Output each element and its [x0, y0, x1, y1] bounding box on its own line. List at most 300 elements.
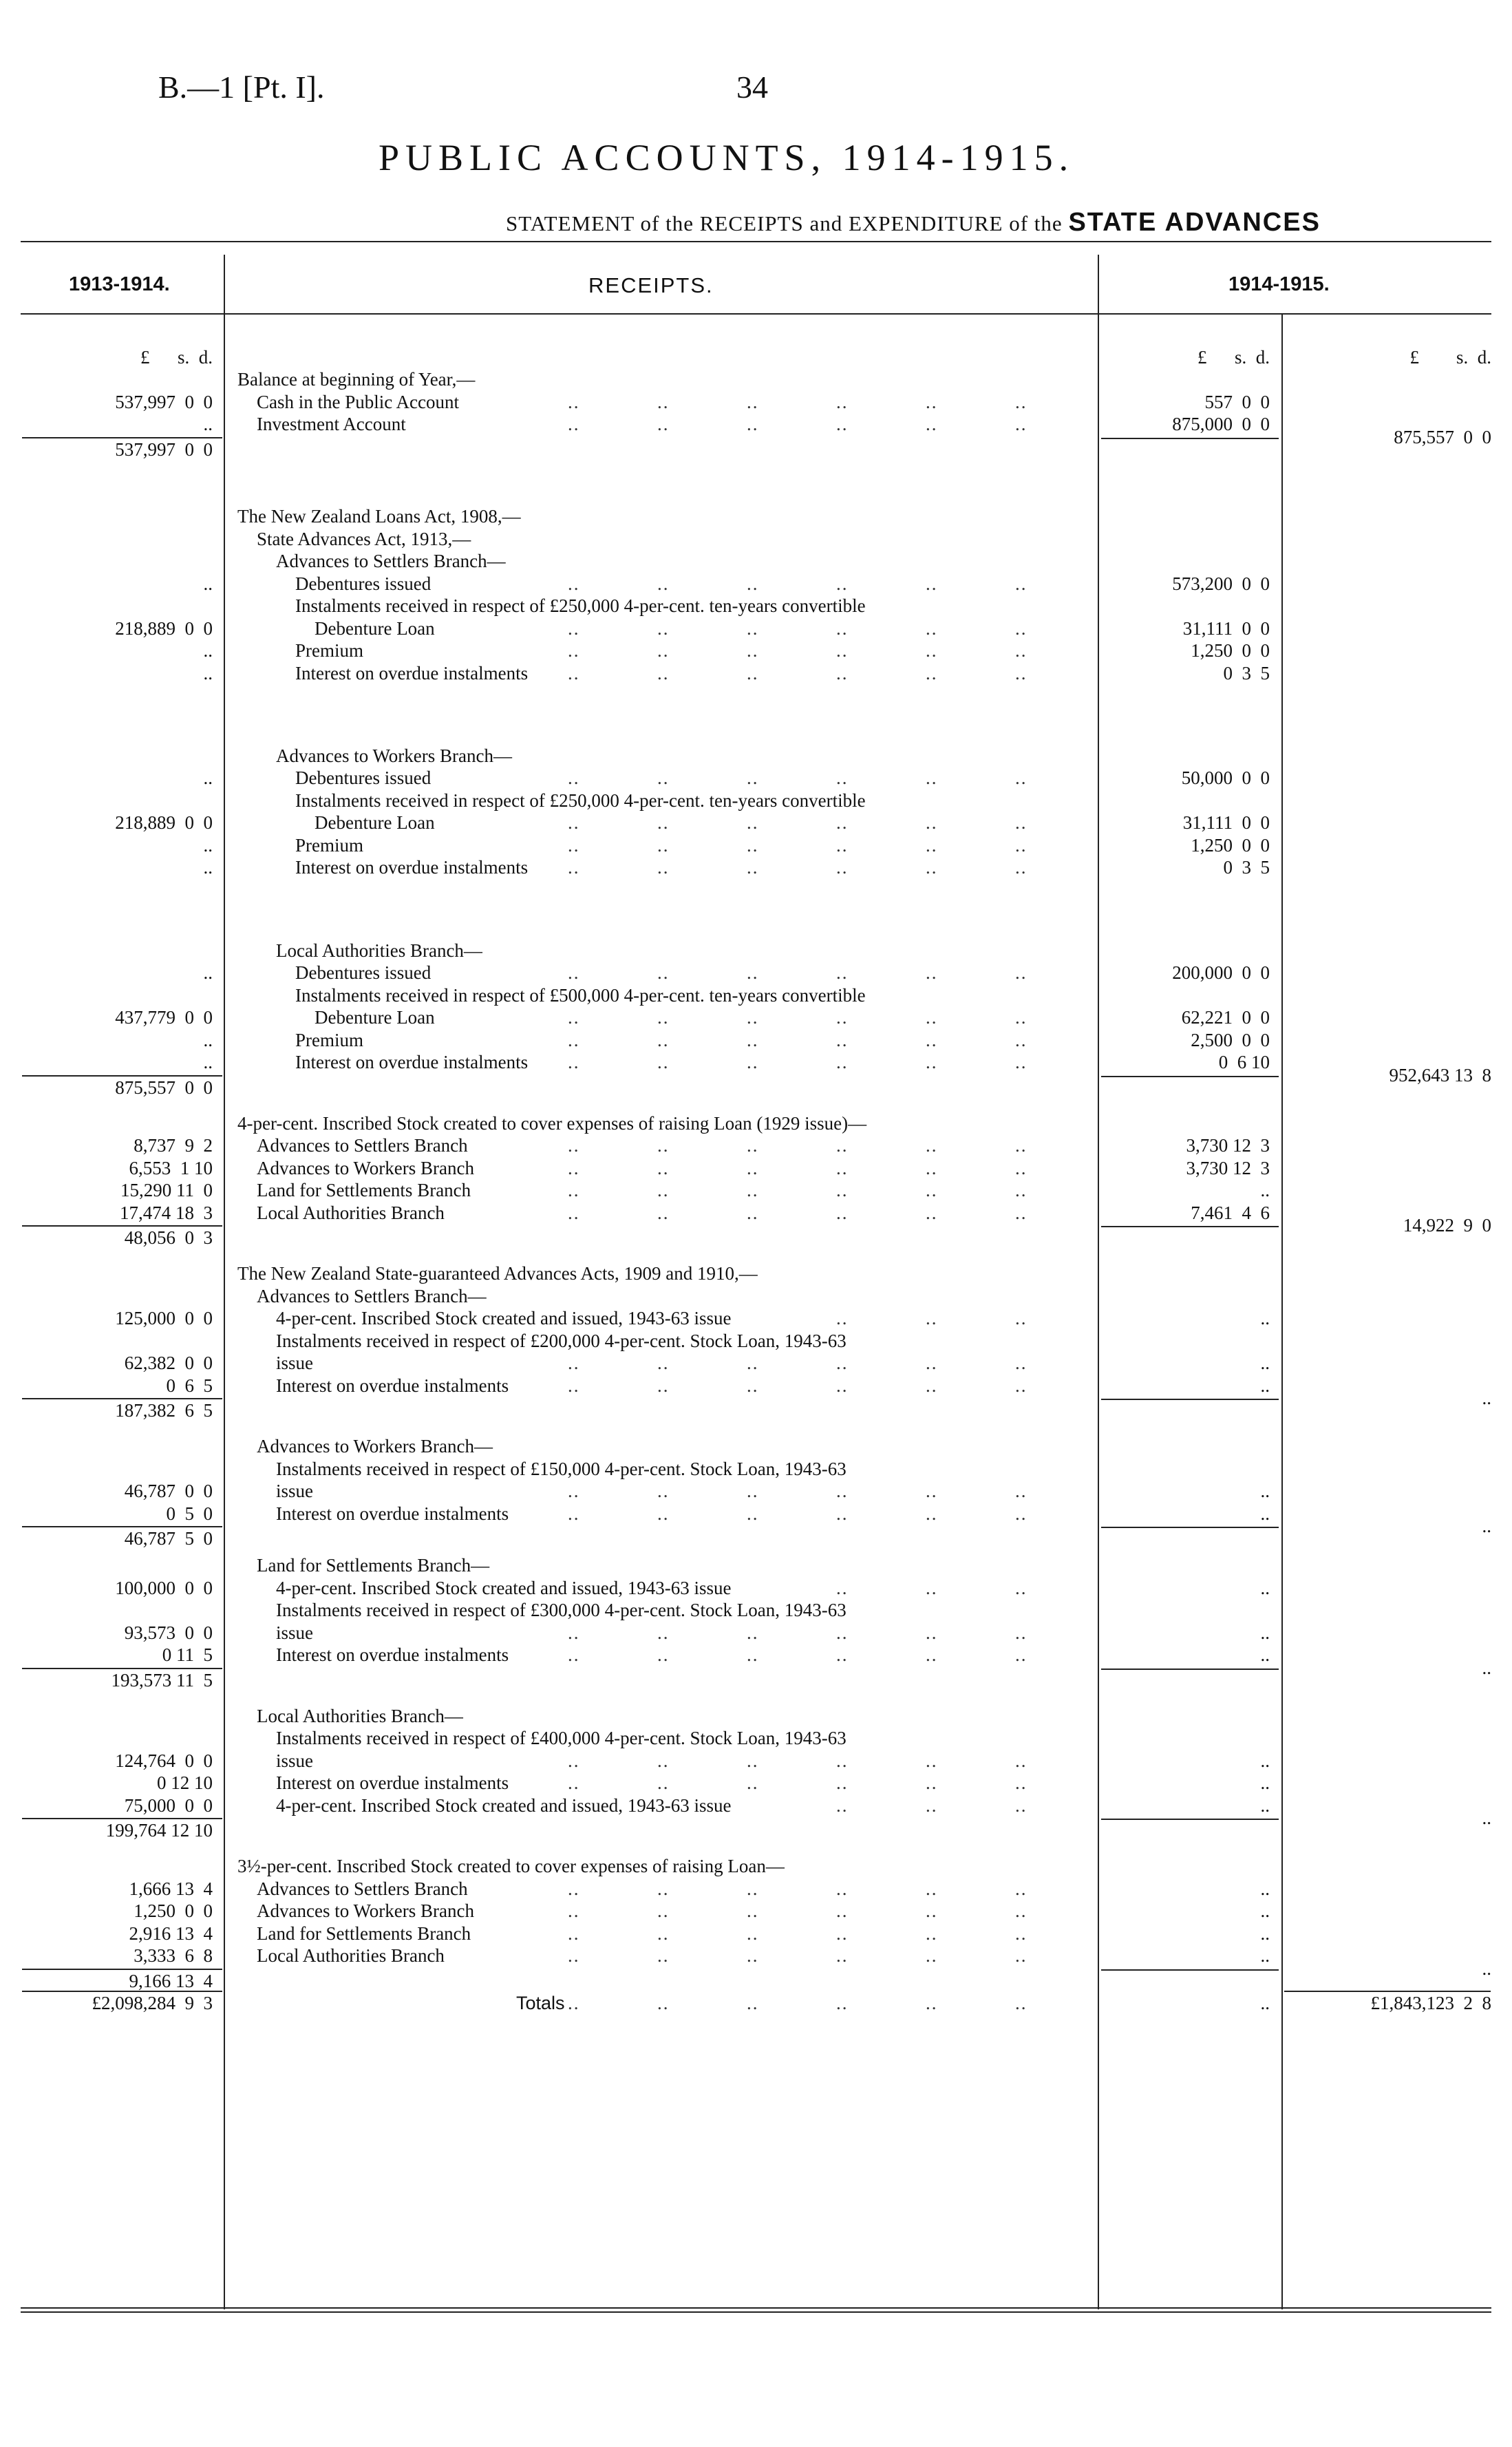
prev-year-amount: 0 6 5 — [166, 1375, 213, 1396]
dot-leader: .. — [926, 767, 938, 789]
receipt-description: 3½-per-cent. Inscribed Stock created to cover expenses of raising Loan— — [237, 1856, 785, 1876]
dot-leader: .. — [568, 1135, 580, 1156]
dot-leader: .. — [1015, 1481, 1027, 1501]
dot-leader: .. — [747, 617, 759, 639]
current-year-detail-amount: 31,111 0 0 — [1182, 617, 1270, 639]
dot-leader: .. — [926, 1029, 938, 1050]
dot-leader: .. — [747, 573, 759, 594]
receipt-description: Advances to Settlers Branch — [257, 1135, 468, 1156]
dot-leader: .. — [836, 834, 849, 856]
receipt-description: The New Zealand State-guaranteed Advances Acts, 1909 and 1910,— — [237, 1263, 758, 1284]
dot-leader: .. — [836, 1308, 849, 1328]
current-year-detail-amount: 0 3 5 — [1223, 857, 1270, 878]
prev-subtotal-rule — [22, 1225, 222, 1227]
receipt-description: Investment Account — [257, 414, 406, 434]
prev-year-amount: 199,764 12 10 — [105, 1820, 213, 1841]
dot-leader: .. — [836, 1029, 849, 1050]
current-year-detail-amount: .. — [1260, 1900, 1270, 1921]
receipt-description: Instalments received in respect of £200,000 4-per-cent. Stock Loan, 1943-63 — [276, 1330, 846, 1351]
dot-leader: .. — [1015, 1794, 1027, 1816]
dot-leader: .. — [568, 1750, 580, 1771]
receipt-description: Instalments received in respect of £300,000 4-per-cent. Stock Loan, 1943-63 — [276, 1600, 846, 1620]
table-row — [0, 1578, 1512, 1600]
current-year-detail-amount: 1,250 0 0 — [1191, 834, 1270, 856]
current-year-detail-amount: .. — [1260, 1503, 1270, 1524]
dot-leader: .. — [747, 1375, 759, 1396]
dot-leader: .. — [657, 1900, 670, 1921]
dot-leader: .. — [747, 1135, 759, 1156]
table-row — [0, 1436, 1512, 1459]
dot-leader: .. — [568, 1993, 580, 2013]
document-reference: B.—1 [Pt. I]. — [158, 70, 325, 105]
dot-leader: .. — [1015, 1375, 1027, 1396]
dot-leader: .. — [926, 1007, 938, 1028]
table-row — [0, 1388, 1512, 1423]
receipt-description: Local Authorities Branch — [257, 1202, 445, 1223]
current-year-detail-amount: .. — [1260, 1481, 1270, 1501]
dot-leader: .. — [1015, 1772, 1027, 1793]
table-bottom-rule-2 — [21, 2311, 1491, 2313]
dot-leader: .. — [657, 1135, 670, 1156]
receipt-description: issue — [276, 1622, 313, 1643]
receipt-description: Instalments received in respect of £400,000 4-per-cent. Stock Loan, 1943-63 — [276, 1728, 846, 1748]
prev-year-amount: 218,889 0 0 — [115, 812, 213, 834]
current-year-detail-amount: .. — [1260, 1945, 1270, 1966]
dot-leader: .. — [657, 1157, 670, 1178]
receipt-description: 4-per-cent. Inscribed Stock created and issued, 1943-63 issue — [276, 1308, 732, 1328]
current-year-total-amount: 14,922 9 0 — [1403, 1215, 1491, 1236]
receipt-description: Local Authorities Branch— — [257, 1705, 463, 1726]
dot-leader: .. — [926, 1353, 938, 1373]
table-row — [0, 573, 1512, 596]
dot-leader: .. — [926, 1481, 938, 1501]
prev-year-amount: 93,573 0 0 — [124, 1622, 213, 1643]
table-row — [0, 1052, 1512, 1074]
dot-leader: .. — [926, 834, 938, 856]
receipt-description: Instalments received in respect of £250,000 4-per-cent. ten-years convertible — [295, 595, 866, 616]
receipt-description: Instalments received in respect of £250,000 4-per-cent. ten-years convertible — [295, 790, 866, 811]
receipt-description: Interest on overdue instalments — [295, 1052, 529, 1072]
current-year-total-amount: .. — [1482, 1808, 1491, 1828]
current-year-total-amount: .. — [1482, 1657, 1491, 1678]
dot-leader: .. — [747, 1052, 759, 1072]
table-row — [0, 1030, 1512, 1052]
current-year-total-amount: 952,643 13 8 — [1389, 1064, 1491, 1085]
dot-leader: .. — [926, 1945, 938, 1966]
current-year-detail-amount: 1,250 0 0 — [1191, 640, 1270, 661]
dot-leader: .. — [747, 1644, 759, 1665]
dot-leader: .. — [747, 1353, 759, 1373]
dot-leader: .. — [568, 573, 580, 594]
dot-leader: .. — [568, 1353, 580, 1373]
table-row — [0, 1795, 1512, 1818]
dot-leader: .. — [657, 617, 670, 639]
receipt-description: Local Authorities Branch— — [276, 940, 482, 961]
dot-leader: .. — [568, 662, 580, 684]
table-top-rule — [21, 241, 1491, 242]
table-row — [0, 1750, 1512, 1773]
dot-leader: .. — [1015, 1922, 1027, 1944]
table-row — [0, 1706, 1512, 1728]
prev-subtotal-rule — [22, 1526, 222, 1527]
table-row — [0, 1772, 1512, 1795]
table-row — [0, 1728, 1512, 1750]
dot-leader: .. — [657, 1481, 670, 1501]
current-year-total-amount: .. — [1482, 1516, 1491, 1536]
current-year-detail-amount: 875,000 0 0 — [1172, 414, 1270, 434]
receipt-description: 4-per-cent. Inscribed Stock created and issued, 1943-63 issue — [276, 1577, 732, 1598]
dot-leader: .. — [657, 573, 670, 594]
dot-leader: .. — [657, 662, 670, 684]
dot-leader: .. — [926, 812, 938, 834]
prev-year-amount: 6,553 1 10 — [129, 1157, 213, 1178]
table-row — [0, 1481, 1512, 1503]
prev-year-amount: 62,382 0 0 — [124, 1353, 213, 1373]
receipt-description: Premium — [295, 640, 363, 661]
receipt-description: Advances to Workers Branch — [257, 1900, 474, 1921]
unit-header-detail: £ s. d. — [1197, 347, 1270, 368]
table-row — [0, 392, 1512, 414]
dot-leader: .. — [1015, 1202, 1027, 1223]
dot-leader: .. — [568, 1202, 580, 1223]
table-row — [0, 426, 1512, 462]
receipt-description: Advances to Settlers Branch— — [257, 1285, 487, 1306]
prev-year-amount: 537,997 0 0 — [115, 391, 213, 412]
dot-leader: .. — [657, 414, 670, 434]
dot-leader: .. — [747, 1007, 759, 1028]
prev-subtotal-rule — [22, 1398, 222, 1399]
prev-year-amount: 193,573 11 5 — [111, 1669, 213, 1691]
dot-leader: .. — [836, 767, 849, 789]
dot-leader: .. — [568, 391, 580, 412]
table-row — [0, 1622, 1512, 1645]
dot-leader: .. — [1015, 1503, 1027, 1524]
table-row — [0, 1064, 1512, 1100]
prev-year-amount: .. — [203, 573, 213, 594]
prev-year-amount: .. — [203, 834, 213, 856]
prev-year-amount: .. — [203, 414, 213, 434]
dot-leader: .. — [657, 1644, 670, 1665]
table-row — [0, 1007, 1512, 1030]
prev-year-amount: 187,382 6 5 — [115, 1400, 213, 1421]
grand-total-rule — [1284, 1991, 1491, 1992]
prev-subtotal-rule — [22, 1818, 222, 1819]
dot-leader: .. — [926, 1900, 938, 1921]
table-row — [0, 1375, 1512, 1398]
table-row — [0, 1331, 1512, 1353]
dot-leader: .. — [836, 391, 849, 412]
dot-leader: .. — [836, 1750, 849, 1771]
dot-leader: .. — [1015, 640, 1027, 661]
prev-year-amount: 0 12 10 — [157, 1772, 213, 1793]
dot-leader: .. — [568, 857, 580, 878]
dot-leader: .. — [836, 1135, 849, 1156]
receipt-description: Land for Settlements Branch — [257, 1922, 471, 1944]
dot-leader: .. — [747, 1993, 759, 2013]
dot-leader: .. — [747, 640, 759, 661]
receipt-description: Debenture Loan — [315, 617, 435, 639]
dot-leader: .. — [747, 662, 759, 684]
prev-year-amount: 2,916 13 4 — [129, 1922, 213, 1944]
dot-leader: .. — [657, 1922, 670, 1944]
dot-leader: .. — [926, 1308, 938, 1328]
dot-leader: .. — [926, 662, 938, 684]
prev-year-amount: 46,787 5 0 — [124, 1528, 213, 1549]
receipt-description: Debenture Loan — [315, 812, 435, 834]
table-row — [0, 1135, 1512, 1158]
dot-leader: .. — [836, 857, 849, 878]
dot-leader: .. — [657, 1180, 670, 1200]
prev-year-amount: 1,666 13 4 — [129, 1878, 213, 1899]
receipt-description: Premium — [295, 1029, 363, 1050]
dot-leader: .. — [836, 1353, 849, 1373]
dot-leader: .. — [747, 767, 759, 789]
dot-leader: .. — [1015, 1577, 1027, 1598]
dot-leader: .. — [836, 1922, 849, 1944]
dot-leader: .. — [926, 1135, 938, 1156]
dot-leader: .. — [568, 1007, 580, 1028]
prev-year-amount: .. — [203, 962, 213, 983]
receipt-description: Debenture Loan — [315, 1007, 435, 1028]
dot-leader: .. — [836, 962, 849, 983]
dot-leader: .. — [836, 1007, 849, 1028]
dot-leader: .. — [836, 1945, 849, 1966]
table-row — [0, 962, 1512, 985]
receipt-description: issue — [276, 1353, 313, 1373]
table-row — [0, 745, 1512, 768]
prev-year-amount: 0 5 0 — [166, 1503, 213, 1524]
table-row — [0, 1158, 1512, 1180]
dot-leader: .. — [926, 640, 938, 661]
dot-leader: .. — [926, 1772, 938, 1793]
receipt-description: Premium — [295, 834, 363, 856]
dot-leader: .. — [1015, 834, 1027, 856]
dot-leader: .. — [926, 1503, 938, 1524]
dot-leader: .. — [926, 1202, 938, 1223]
prev-year-amount: .. — [203, 662, 213, 684]
subtitle-prefix: STATEMENT of the RECEIPTS and EXPENDITURE of the — [506, 211, 1063, 235]
table-row — [0, 1113, 1512, 1136]
dot-leader: .. — [747, 1750, 759, 1771]
dot-leader: .. — [836, 1375, 849, 1396]
dot-leader: .. — [1015, 1750, 1027, 1771]
table-row — [0, 1644, 1512, 1667]
prev-year-amount: 0 11 5 — [162, 1644, 213, 1665]
dot-leader: .. — [747, 1029, 759, 1050]
receipt-description: Land for Settlements Branch — [257, 1180, 471, 1200]
dot-leader: .. — [747, 1878, 759, 1899]
current-year-total-amount: 875,557 0 0 — [1394, 426, 1491, 447]
table-row — [0, 663, 1512, 686]
dot-leader: .. — [657, 767, 670, 789]
dot-leader: .. — [1015, 1945, 1027, 1966]
dot-leader: .. — [1015, 1135, 1027, 1156]
table-row — [0, 1503, 1512, 1526]
dot-leader: .. — [836, 1481, 849, 1501]
prev-subtotal-rule — [22, 437, 222, 438]
dot-leader: .. — [1015, 1622, 1027, 1643]
dot-leader: .. — [568, 1157, 580, 1178]
dot-leader: .. — [747, 414, 759, 434]
dot-leader: .. — [568, 1029, 580, 1050]
prev-year-amount: 124,764 0 0 — [115, 1750, 213, 1771]
dot-leader: .. — [1015, 1308, 1027, 1328]
table-row — [0, 1900, 1512, 1923]
receipt-description: Debentures issued — [295, 767, 432, 789]
dot-leader: .. — [1015, 1180, 1027, 1200]
prev-year-amount: 537,997 0 0 — [115, 438, 213, 460]
receipt-description: issue — [276, 1750, 313, 1771]
dot-leader: .. — [926, 617, 938, 639]
dot-leader: .. — [836, 1878, 849, 1899]
dot-leader: .. — [926, 1157, 938, 1178]
receipt-description: 4-per-cent. Inscribed Stock created to cover expenses of raising Loan (1929 issue)— — [237, 1112, 867, 1134]
dot-leader: .. — [568, 962, 580, 983]
current-year-detail-amount: 200,000 0 0 — [1172, 962, 1270, 983]
dot-leader: .. — [926, 1052, 938, 1072]
dot-leader: .. — [747, 857, 759, 878]
dot-leader: .. — [657, 812, 670, 834]
table-row — [0, 857, 1512, 880]
table-row — [0, 506, 1512, 529]
prev-year-amount: 875,557 0 0 — [115, 1077, 213, 1098]
dot-leader: .. — [1015, 1029, 1027, 1050]
dot-leader: .. — [1015, 414, 1027, 434]
unit-header-prev: £ s. d. — [140, 347, 213, 368]
table-row — [0, 1308, 1512, 1331]
dot-leader: .. — [836, 1772, 849, 1793]
dot-leader: .. — [568, 1900, 580, 1921]
dot-leader: .. — [836, 1993, 849, 2013]
current-year-detail-amount: 50,000 0 0 — [1181, 767, 1270, 789]
dot-leader: .. — [1015, 962, 1027, 983]
receipt-description: Local Authorities Branch — [257, 1945, 445, 1966]
dot-leader: .. — [747, 1945, 759, 1966]
dot-leader: .. — [926, 1375, 938, 1396]
dot-leader: .. — [747, 834, 759, 856]
table-row — [0, 790, 1512, 813]
dot-leader: .. — [747, 1622, 759, 1643]
dot-leader: .. — [926, 1878, 938, 1899]
dot-leader: .. — [926, 1622, 938, 1643]
prev-year-amount: .. — [203, 640, 213, 661]
table-row — [0, 835, 1512, 858]
receipt-description: Debentures issued — [295, 573, 432, 594]
dot-leader: .. — [657, 1622, 670, 1643]
unit-header-total: £ s. d. — [1409, 347, 1491, 368]
page-title: PUBLIC ACCOUNTS, 1914-1915. — [379, 137, 1075, 178]
prev-year-amount: 8,737 9 2 — [134, 1135, 213, 1156]
dot-leader: .. — [657, 834, 670, 856]
prev-year-amount: 46,787 0 0 — [124, 1481, 213, 1501]
prev-year-amount: 1,250 0 0 — [134, 1900, 213, 1921]
table-row — [0, 812, 1512, 835]
table-row — [0, 1516, 1512, 1551]
prev-year-amount: .. — [203, 1029, 213, 1050]
dot-leader: .. — [1015, 1993, 1027, 2013]
dot-leader: .. — [657, 640, 670, 661]
current-year-detail-amount: .. — [1260, 1577, 1270, 1598]
prev-year-amount: .. — [203, 767, 213, 789]
table-row — [0, 1459, 1512, 1481]
dot-leader: .. — [747, 962, 759, 983]
table-row — [0, 369, 1512, 392]
dot-leader: .. — [926, 414, 938, 434]
dot-leader: .. — [836, 1503, 849, 1524]
prev-year-amount: 17,474 18 3 — [120, 1202, 213, 1223]
receipt-description: Instalments received in respect of £150,000 4-per-cent. Stock Loan, 1943-63 — [276, 1458, 846, 1479]
current-year-detail-amount: 573,200 0 0 — [1172, 573, 1270, 594]
current-year-detail-amount: .. — [1260, 1922, 1270, 1944]
table-row — [0, 595, 1512, 618]
dot-leader: .. — [747, 1900, 759, 1921]
dot-leader: .. — [568, 1878, 580, 1899]
current-year-detail-amount: 2,500 0 0 — [1191, 1029, 1270, 1050]
dot-leader: .. — [657, 1993, 670, 2013]
dot-leader: .. — [568, 1945, 580, 1966]
dot-leader: .. — [926, 1750, 938, 1771]
prev-year-amount: 15,290 11 0 — [120, 1180, 213, 1200]
dot-leader: .. — [657, 1375, 670, 1396]
table-row — [0, 1215, 1512, 1250]
current-year-detail-amount: .. — [1260, 1308, 1270, 1328]
dot-leader: .. — [836, 1644, 849, 1665]
current-year-detail-amount: .. — [1260, 1180, 1270, 1200]
dot-leader: .. — [747, 1772, 759, 1793]
dot-leader: .. — [1015, 857, 1027, 878]
dot-leader: .. — [657, 1052, 670, 1072]
prev-year-amount: 218,889 0 0 — [115, 617, 213, 639]
dot-leader: .. — [568, 812, 580, 834]
prev-year-amount: 3,333 6 8 — [134, 1945, 213, 1966]
dot-leader: .. — [926, 391, 938, 412]
receipt-description: Balance at beginning of Year,— — [237, 369, 476, 390]
dot-leader: .. — [836, 573, 849, 594]
dot-leader: .. — [1015, 767, 1027, 789]
totals-row — [0, 1993, 1512, 2015]
table-row — [0, 767, 1512, 790]
dot-leader: .. — [836, 617, 849, 639]
dot-leader: .. — [657, 1772, 670, 1793]
prev-year-amount: £2,098,284 9 3 — [92, 1993, 213, 2013]
table-row — [0, 1856, 1512, 1878]
dot-leader: .. — [1015, 1900, 1027, 1921]
dot-leader: .. — [926, 1577, 938, 1598]
prev-year-amount: 100,000 0 0 — [115, 1577, 213, 1598]
dot-leader: .. — [747, 1481, 759, 1501]
dot-leader: .. — [747, 1157, 759, 1178]
page-number: 34 — [736, 70, 768, 105]
dot-leader: .. — [1015, 1644, 1027, 1665]
table-row — [0, 1808, 1512, 1843]
receipt-description: Instalments received in respect of £500,000 4-per-cent. ten-years convertible — [295, 984, 866, 1006]
dot-leader: .. — [1015, 1052, 1027, 1072]
dot-leader: .. — [568, 1922, 580, 1944]
current-year-detail-amount: 62,221 0 0 — [1181, 1007, 1270, 1028]
dot-leader: .. — [836, 1577, 849, 1598]
table-row — [0, 1657, 1512, 1693]
dot-leader: .. — [657, 1750, 670, 1771]
prev-year-amount: .. — [203, 1052, 213, 1072]
dot-leader: .. — [836, 1622, 849, 1643]
dot-leader: .. — [747, 1180, 759, 1200]
receipt-description: Interest on overdue instalments — [276, 1644, 509, 1665]
dot-leader: .. — [836, 1202, 849, 1223]
dot-leader: .. — [926, 857, 938, 878]
prev-year-amount: 125,000 0 0 — [115, 1308, 213, 1328]
receipt-description: Interest on overdue instalments — [295, 662, 529, 684]
table-row — [0, 940, 1512, 963]
